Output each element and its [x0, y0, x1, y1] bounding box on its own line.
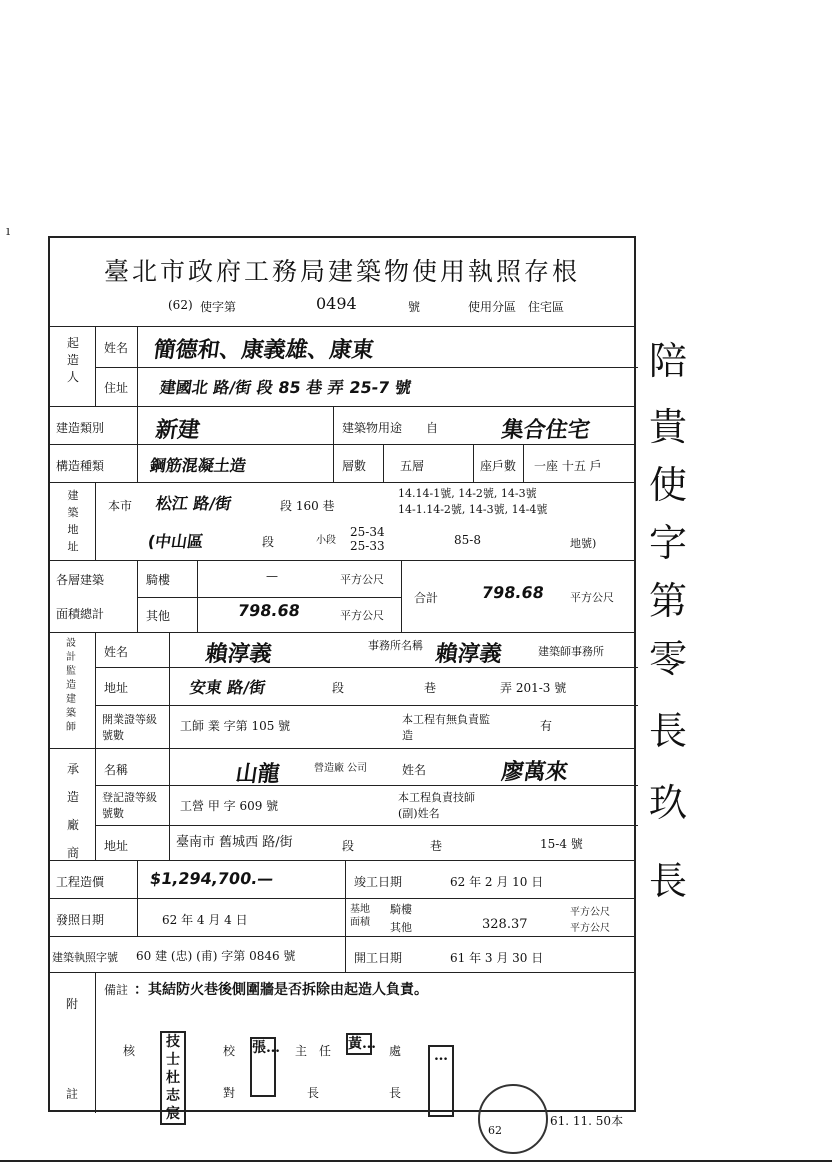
- approval-stamp-1: 技士杜志宸: [160, 1031, 186, 1125]
- designer-section: [50, 632, 634, 749]
- designer-group-label: 設計監造建築師: [66, 638, 76, 733]
- base-value: 328.37: [482, 917, 528, 932]
- contractor-addr-xiang: 巷: [430, 839, 443, 853]
- area-label-1: 各層建築: [56, 573, 105, 587]
- contractor-tech-label: 本工程負責技師(副)姓名: [398, 791, 475, 820]
- area-label-2: 面積總計: [56, 607, 105, 621]
- site-lane: 段 160 巷: [280, 499, 335, 513]
- category-value: 新建: [153, 418, 202, 443]
- approval-label-zhang: 長: [388, 1086, 401, 1100]
- designer-name-label: 姓名: [104, 645, 129, 659]
- base-unit-2: 平方公尺: [570, 923, 610, 934]
- units-label: 座戶數: [480, 459, 517, 473]
- site-subsec: 小段: [316, 535, 336, 546]
- contractor-addr-duan: 段: [342, 839, 355, 853]
- applicant-address-label: 住址: [104, 381, 129, 395]
- cost-label: 工程造價: [56, 875, 105, 889]
- designer-addr-xiang: 巷: [424, 681, 437, 695]
- applicant-name-value: 簡德和、康義雄、康東: [151, 338, 376, 363]
- side-char-5: 第: [648, 579, 687, 623]
- zone-label: 使用分區: [468, 300, 517, 314]
- designer-addr-duan: 段: [332, 681, 345, 695]
- applicant-name-label: 姓名: [104, 341, 129, 355]
- license-value: 工師 業 字第 105 號: [180, 719, 291, 733]
- done-label: 竣工日期: [354, 875, 403, 889]
- approval-label-chu: 處: [388, 1044, 401, 1058]
- other-unit: 平方公尺: [340, 609, 384, 622]
- approval-label-zhu: 主: [294, 1044, 307, 1058]
- total-value: 798.68: [480, 583, 546, 602]
- other-value: 798.68: [236, 601, 302, 620]
- start-value: 61 年 3 月 30 日: [450, 951, 544, 965]
- approval-label-dui: 對: [222, 1086, 235, 1100]
- office-value: 賴淳義: [433, 642, 504, 667]
- use-value: 集合住宅: [499, 418, 592, 443]
- site-lots-2: 25-33: [350, 539, 385, 553]
- scan-mark: ı: [6, 224, 11, 239]
- base-label: 基地面積: [350, 904, 370, 928]
- category-row: [50, 406, 634, 445]
- category-label: 建造類別: [56, 421, 105, 435]
- site-road: 松江 路/街: [154, 494, 233, 513]
- floors-label: 層數: [342, 459, 367, 473]
- note-value: ：其結防火巷後側圍牆是否拆除由起造人負責。: [134, 982, 428, 998]
- issue-value: 62 年 4 月 4 日: [162, 913, 248, 927]
- contractor-section: [50, 748, 634, 861]
- site-duan: 段: [262, 535, 275, 549]
- designer-addr-value: 安東 路/街: [188, 678, 267, 697]
- arcade-label: 騎樓: [146, 573, 171, 587]
- site-lot-3: 85-8: [454, 533, 481, 547]
- contractor-name-suffix: 營造廠 公司: [314, 763, 368, 774]
- approval-stamp-4: …: [428, 1045, 454, 1117]
- structure-row: [50, 444, 634, 483]
- site-section: [50, 482, 634, 561]
- office-suffix: 建築師事務所: [538, 645, 604, 658]
- side-char-4: 字: [648, 521, 687, 565]
- arcade-value: —: [266, 569, 278, 583]
- license-label: 開業證等級號數: [102, 713, 157, 742]
- contractor-reg-label: 登記證等級號數: [102, 791, 157, 820]
- done-value: 62 年 2 月 10 日: [450, 875, 544, 889]
- note-label: 備註: [104, 983, 129, 997]
- zone-value: 住宅區: [528, 300, 565, 314]
- use-prefix: 自: [426, 421, 439, 435]
- approval-label-ren: 任: [318, 1044, 331, 1058]
- side-char-7: 長: [648, 709, 687, 753]
- other-label: 其他: [146, 609, 171, 623]
- side-char-1: 陪: [648, 339, 687, 383]
- contractor-group-label: 承造廠商: [66, 762, 79, 860]
- permit-row: [50, 936, 634, 973]
- supervise-value: 有: [540, 719, 553, 733]
- contractor-person-label: 姓名: [402, 763, 427, 777]
- contractor-name-label: 名稱: [104, 763, 129, 777]
- remarks-label-2: 註: [66, 1087, 79, 1101]
- applicant-address-value: 建國北 路/街 段 85 巷 弄 25-7 號: [158, 378, 413, 397]
- designer-addr-num: 弄 201-3 號: [500, 681, 567, 695]
- bottom-edge-line: [0, 1160, 832, 1162]
- round-stamp: [478, 1084, 548, 1154]
- side-char-9: 長: [648, 859, 687, 903]
- site-lots-1: 25-34: [350, 525, 385, 539]
- applicant-section: [50, 326, 634, 407]
- approval-label-xiao: 校: [222, 1044, 235, 1058]
- form-title: 臺北市政府工務局建築物使用執照存根: [103, 257, 580, 286]
- total-unit: 平方公尺: [570, 591, 614, 604]
- site-nums-2: 14-1.14-2號, 14-3號, 14-4號: [398, 503, 548, 516]
- form-number: 61. 11. 50本: [550, 1114, 624, 1128]
- site-nums-1: 14.14-1號, 14-2號, 14-3號: [398, 487, 537, 500]
- cost-row: [50, 860, 634, 899]
- contractor-reg-value: 工營 甲 字 609 號: [180, 799, 279, 813]
- contractor-addr-value: 臺南市 舊城西 路/街: [176, 835, 293, 850]
- units-value: 一座 十五 戶: [534, 459, 602, 473]
- use-label: 建築物用途: [342, 421, 403, 435]
- contractor-addr-label: 地址: [104, 839, 129, 853]
- permit-label: 建築執照字號: [52, 951, 118, 964]
- hao-label: 號: [408, 300, 421, 314]
- issue-row: [50, 898, 634, 937]
- floors-value: 五層: [400, 459, 425, 473]
- applicant-group-label: 起造人: [66, 336, 79, 384]
- zi-label: 使字第: [200, 300, 237, 314]
- arcade-unit: 平方公尺: [340, 573, 384, 586]
- total-label: 合計: [414, 591, 439, 605]
- designer-name-value: 賴淳義: [203, 642, 274, 667]
- base-arcade: 騎樓: [390, 903, 412, 916]
- office-label: 事務所名稱: [368, 639, 423, 652]
- license-number: 0494: [316, 294, 357, 313]
- contractor-name-value: 山龍: [233, 762, 282, 787]
- contractor-person-value: 廖萬來: [499, 760, 570, 785]
- designer-addr-label: 地址: [104, 681, 129, 695]
- base-other: 其他: [390, 921, 412, 934]
- issue-label: 發照日期: [56, 913, 105, 927]
- permit-value: 60 建 (忠) (甫) 字第 0846 號: [136, 949, 296, 963]
- approval-label-he: 核: [122, 1044, 135, 1058]
- round-stamp-text: 62: [488, 1124, 502, 1137]
- site-city: 本市: [108, 499, 133, 513]
- side-char-8: 玖: [648, 781, 687, 825]
- approval-stamp-3: 黃…: [346, 1033, 372, 1055]
- side-char-3: 使: [648, 463, 687, 507]
- remarks-label-1: 附: [66, 997, 79, 1011]
- area-section: [50, 560, 634, 633]
- site-lot-suffix: 地號): [570, 537, 597, 550]
- approval-stamp-2: 張…: [250, 1037, 276, 1097]
- site-district: (中山區: [146, 532, 205, 551]
- contractor-addr-num: 15-4 號: [540, 837, 583, 851]
- side-char-2: 貴: [648, 405, 687, 449]
- approval-label-chang: 長: [306, 1086, 319, 1100]
- start-label: 開工日期: [354, 951, 403, 965]
- site-group-label: 建築地址: [67, 489, 79, 553]
- cost-value: $1,294,700.—: [148, 869, 275, 888]
- structure-value: 鋼筋混凝土造: [148, 456, 248, 475]
- year-label: (62): [168, 298, 193, 312]
- structure-label: 構造種類: [56, 459, 105, 473]
- side-char-6: 零: [648, 637, 687, 681]
- supervise-label: 本工程有無負責監造: [402, 713, 490, 742]
- base-unit-1: 平方公尺: [570, 907, 610, 918]
